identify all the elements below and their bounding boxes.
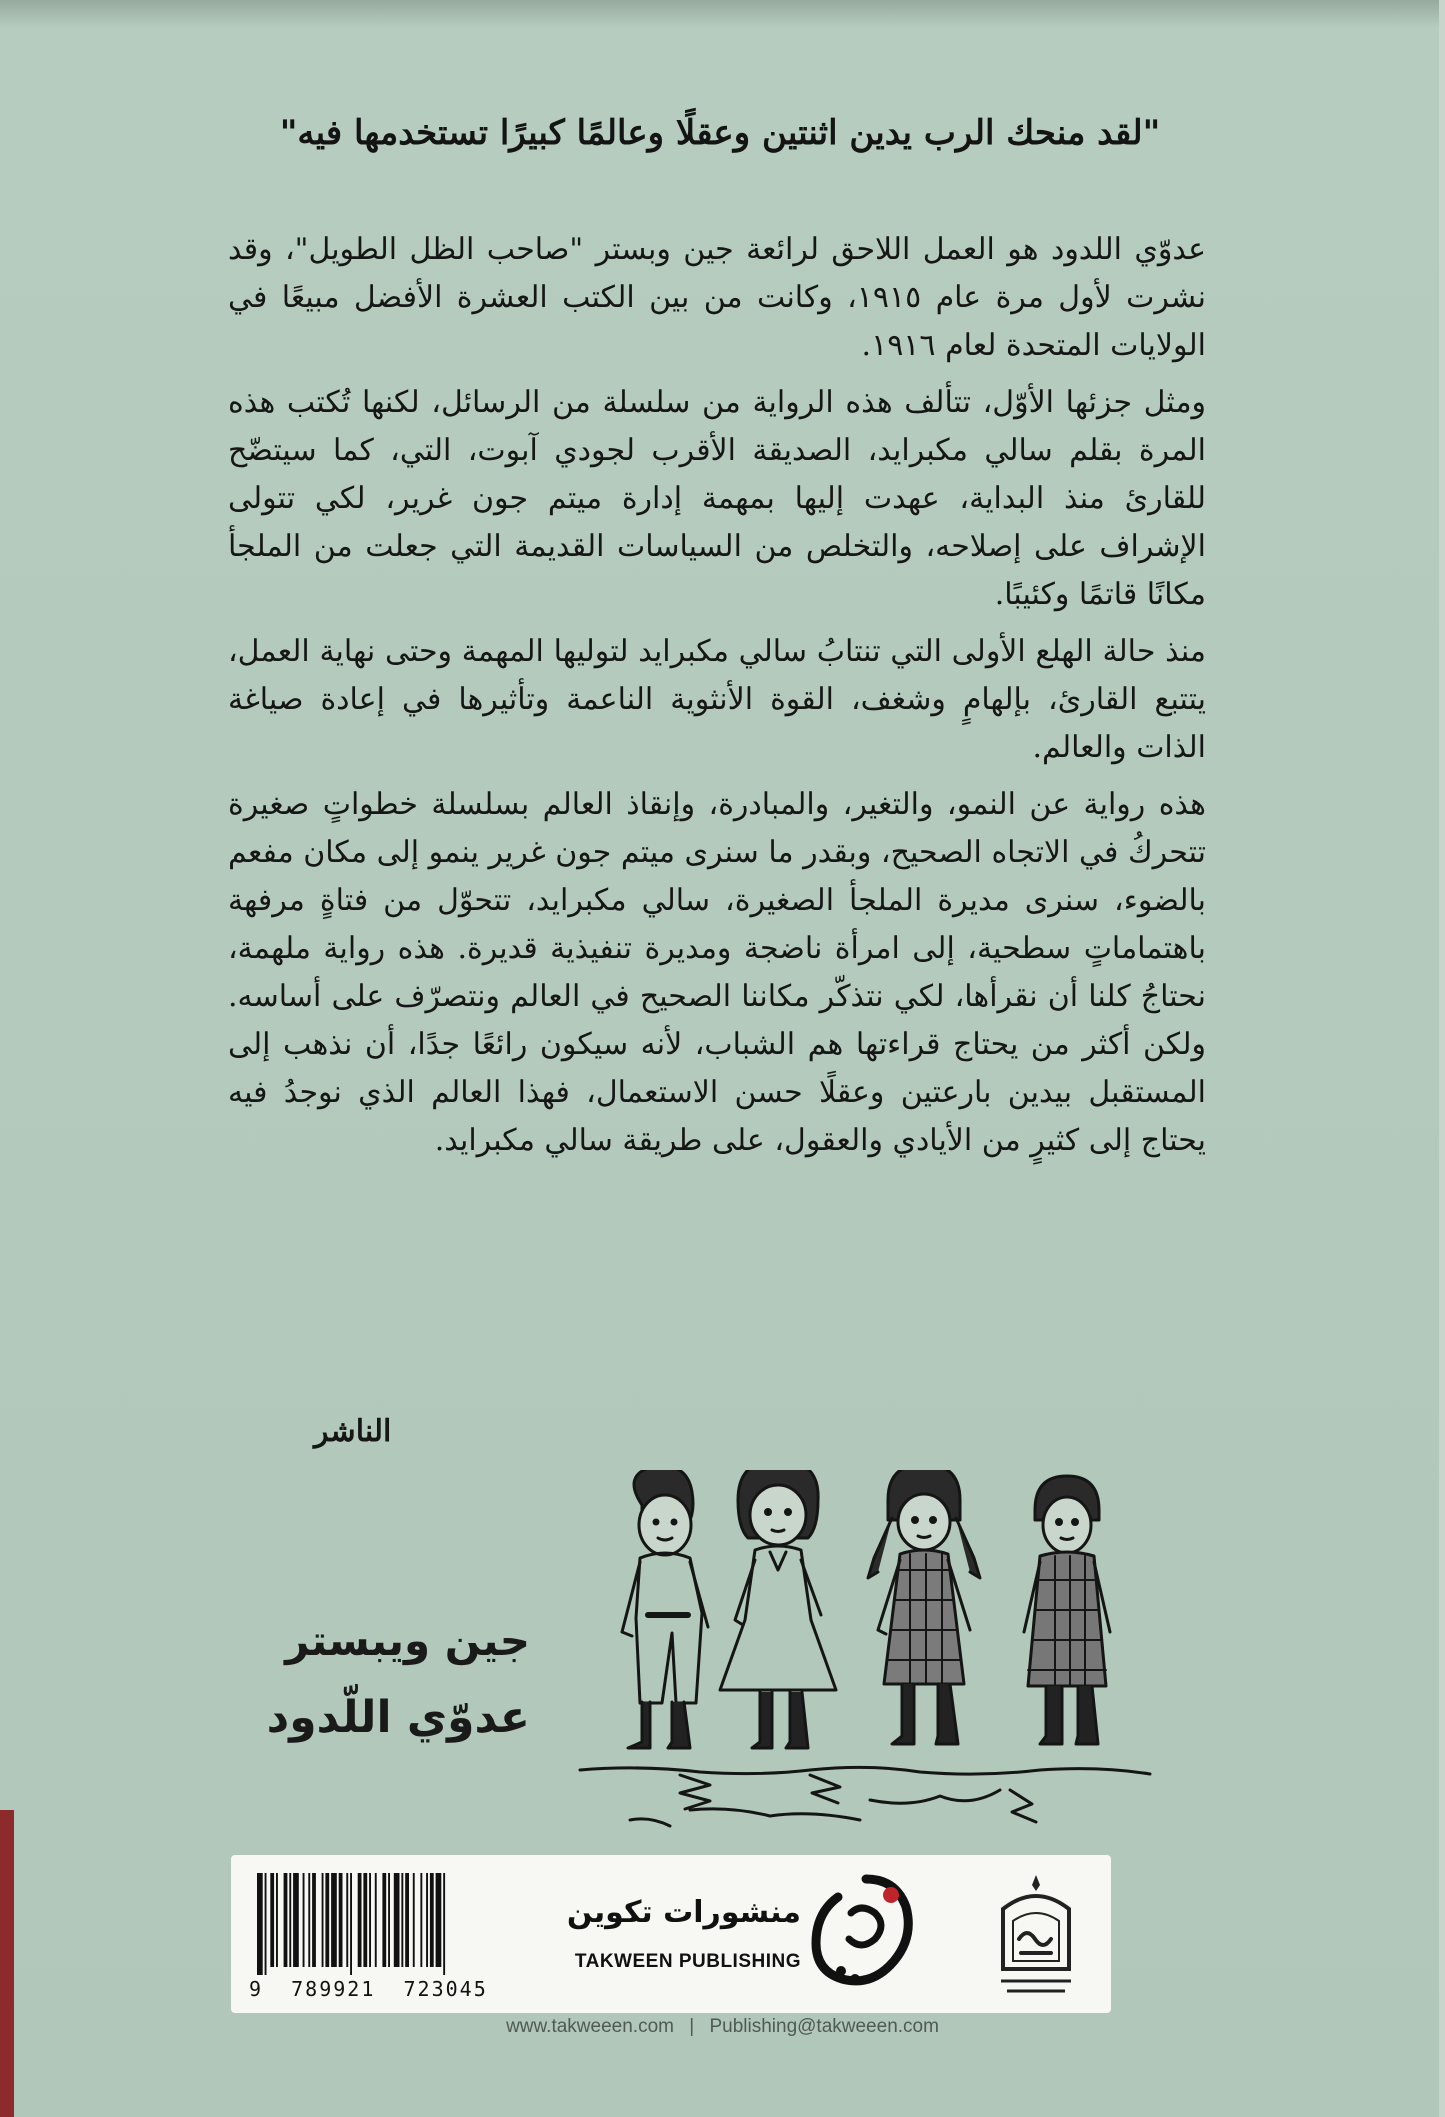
barcode-bar [394,1873,400,1967]
contact-line [230,2016,1215,2038]
blurb-paragraph-2: ومثل جزئها الأوّل، تتألف هذه الرواية من سلسلة من الرسائل، لكنها تُكتب هذه المرة بقلم سالي مكبرايد، الصديقة الأقرب لجودي آبوت، التي، كما سيتضّح للقارئ منذ البداية، عهدت إليها بمهمة إدارة ميتم جون غرير، لكي تتولى الإشراف على إصلاحه، والتخلص من السياسات القديمة التي جعلت من الملجأ مكانًا قاتمًا وكئيبًا. [228,385,1206,612]
barcode-bar [426,1873,428,1967]
publisher-name-english: TAKWEEN PUBLISHING [574,1951,801,1972]
barcode-publisher-panel [231,1855,1111,2013]
blurb-text [228,226,1206,1174]
barcode-bar [289,1873,291,1967]
barcode-bar [413,1873,415,1967]
rafidain-logo-icon [981,1869,1091,1999]
contact-separator: | [689,2016,695,2037]
isbn-number [249,1977,519,2001]
child-4 [1024,1476,1110,1744]
barcode-bar [420,1873,422,1967]
barcode-bar [443,1873,445,1975]
barcode-bar [401,1873,403,1967]
barcode-bar [293,1873,299,1967]
barcode-bar [350,1873,352,1975]
barcode-bar [382,1873,386,1967]
top-edge-shadow [0,0,1445,28]
blurb-paragraph-4: هذه رواية عن النمو، والتغير، والمبادرة، وإنقاذ العالم بسلسلة خطواتٍ صغيرة تتحركُ في الاتجاه الصحيح، وبقدر ما سنرى ميتم جون غرير ينمو إلى مكان مفعم بالضوء، سنرى مديرة الملجأ الصغيرة، سالي مكبرايد، تتحوّل من فتاةٍ مرفهة باهتماماتٍ سطحية، إلى امرأة ناضجة ومديرة تنفيذية قديرة. هذه رواية ملهمة، نحتاجُ كلنا أن نقرأها، لكي نتذكّر مكاننا الصحيح في العالم ونتصرّف على أساسه. ولكن أكثر من يحتاج قراءتها هم الشباب، لأنه سيكون رائعًا جدًا، أن نذهب إلى المستقبل بيدين بارعتين وعقلًا حسن الاستعمال، فهذا العالم الذي نوجدُ فيه يحتاج إلى كثيرٍ من الأيادي والعقول، على طريقة سالي مكبرايد. [228,787,1206,1158]
child-girl-2 [720,1470,836,1748]
barcode-bar [265,1873,267,1975]
barcode-bar [257,1873,263,1975]
publisher-signature-row [228,1414,1206,1449]
barcode-bar [346,1873,348,1967]
spine-red-strip [0,1810,14,2117]
author-name: جين ويبستر [285,1616,530,1665]
barcode-bar [308,1873,310,1967]
takween-logo-icon [811,1873,921,1993]
child-girl-3 [868,1470,980,1744]
barcode-bar [331,1873,337,1967]
barcode-bar [270,1873,274,1967]
barcode-bar [303,1873,305,1967]
isbn-end: 723045 [403,1977,488,2001]
barcode-bar [339,1873,343,1967]
cover-right-edge [1439,0,1445,2117]
blurb-paragraph-3: منذ حالة الهلع الأولى التي تنتابُ سالي مكبرايد لتوليها المهمة وحتى نهاية العمل، يتتبع القارئ، بإلهامٍ وشغف، القوة الأنثوية الناعمة وتأثيرها في إعادة صياغة الذات والعالم. [228,634,1206,765]
barcode-bar [325,1873,329,1967]
book-title: عدوّي اللّدود [266,1692,530,1743]
isbn-barcode-icon [251,1873,511,1975]
website-link[interactable]: www.takweeen.com [506,2016,674,2037]
isbn-prefix: 9 [249,1977,264,2001]
barcode-bar [284,1873,288,1967]
barcode-bar [375,1873,377,1967]
isbn-middle: 789921 [291,1977,376,2001]
four-children-drawing-icon [570,1470,1170,1850]
child-boy-1 [622,1470,708,1748]
blurb-paragraph-1: عدوّي اللدود هو العمل اللاحق لرائعة جين وبستر "صاحب الظل الطويل"، وقد نشرت لأول مرة عام ١٩١٥، وكانت من بين الكتب العشرة الأفضل مبيعًا في الولايات المتحدة لعام ١٩١٦. [228,232,1206,363]
barcode-bar [405,1873,409,1967]
epigraph-quote: "لقد منحك الرب يدين اثنتين وعقلًا وعالمًا كبيرًا تستخدمها فيه" [279,113,1161,153]
email-link[interactable]: Publishing@takweeen.com [709,2016,939,2037]
barcode-bar [430,1873,434,1967]
publisher-name-arabic: منشورات تكوين [566,1895,801,1930]
barcode-bar [312,1873,316,1967]
barcode-bar [322,1873,324,1967]
barcode-bar [388,1873,390,1967]
barcode-bar [358,1873,362,1967]
barcode-bar [369,1873,371,1967]
barcode-bar [276,1873,278,1967]
barcode-bar [363,1873,367,1967]
barcode-bar [436,1873,442,1967]
publisher-signature: الناشر [314,1414,392,1449]
